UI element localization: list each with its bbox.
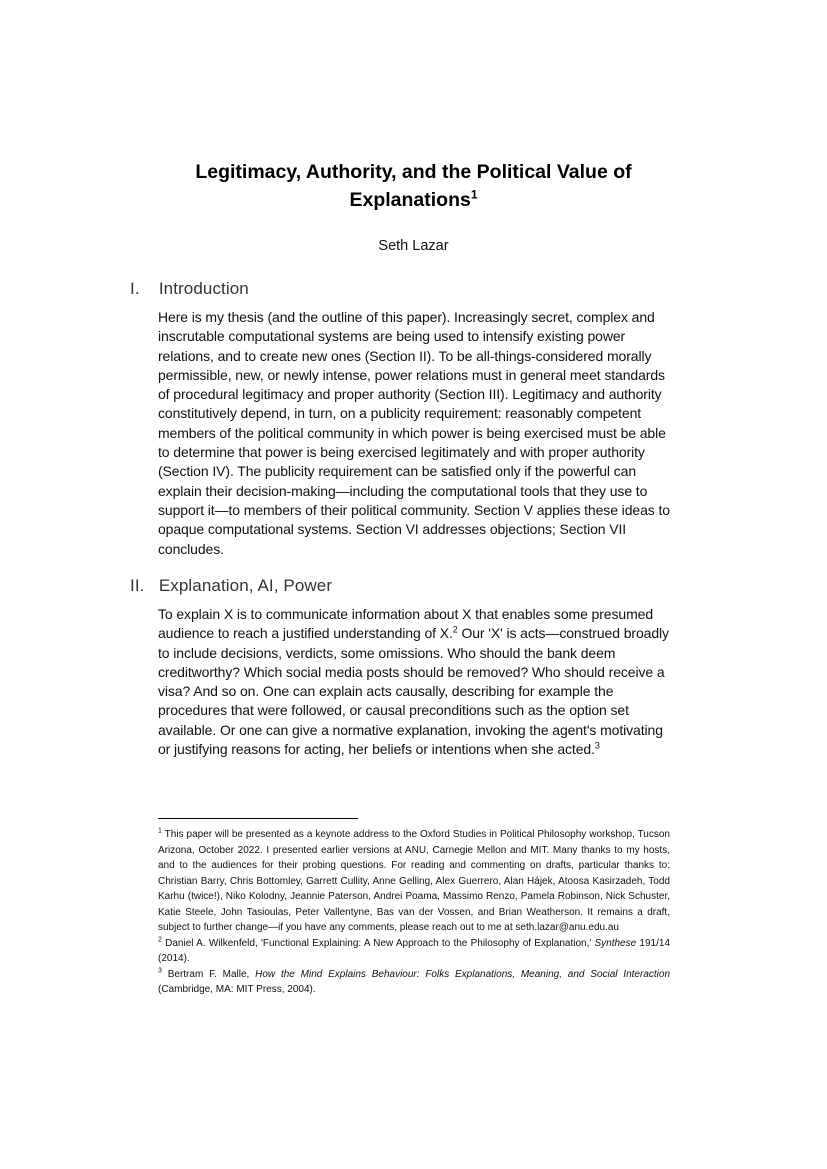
paragraph-text: Our 'X' is acts—construed broadly to include decisions, verdicts, some omissions. Who should the bank deem creditworthy? Which social media posts should be removed? Who should receive a visa? And so on. One can explain acts causally, describing for example the procedures that were followed, or causal preconditions such as the option set available. Or one can give a normative explanation, invoking the agent's motivating or justifying reasons for acting, her beliefs or intentions when she acted.	[158, 625, 669, 758]
footnote-2	[158, 936, 670, 967]
footnote-1	[158, 827, 670, 936]
footnotes	[158, 827, 670, 998]
section-number: I.	[130, 279, 140, 298]
section-title: Introduction	[158, 279, 249, 298]
footnote-text: Daniel A. Wilkenfeld, 'Functional Explaining: A New Approach to the Philosophy of Explanation,'	[165, 937, 595, 949]
footnote-marker-3[interactable]: 3	[594, 740, 600, 751]
footnote-text: This paper will be presented as a keynote address to the Oxford Studies in Political Philosophy workshop, Tucson Arizona, October 2022. I presented earlier versions at ANU, Carnegie Mellon and MIT. Many thanks to my hosts, and to the audiences for their probing questions. For reading and commenting on drafts, particular thanks to: Christian Barry, Chris Bottomley, Garrett Cullity, Anne Gelling, Alex Guerrero, Alan Hájek, Atoosa Kasirzadeh, Todd Karhu (twice!), Niko Kolodny, Jeannie Paterson, Andrei Poama, Massimo Renzo, Pamela Robinson, Nick Schuster, Katie Steele, John Tasioulas, Peter Vallentyne, Bas van der Vossen, and Brian Weatherson. It remains a draft, subject to further change—if you have any comments, please reach out to me at seth.lazar@anu.edu.au	[158, 829, 670, 933]
paragraph-text: To explain X is to communicate information about X that enables some presumed audience to reach a justified understanding of X.	[158, 606, 654, 642]
paper-title-text: Legitimacy, Authority, and the Political Value of Explanations	[195, 161, 632, 211]
footnote-text: Bertram F. Malle,	[167, 968, 256, 980]
footnote-text: (Cambridge, MA: MIT Press, 2004).	[158, 984, 316, 995]
section-number: II.	[130, 576, 145, 595]
section-paragraph-introduction: Here is my thesis (and the outline of this paper). Increasingly secret, complex and inscrutable computational systems are being used to intensify existing power relations, and to create new ones (Section II). To be all-things-considered morally permissible, new, or newly intense, power relations must in general meet standards of procedural legitimacy and proper authority (Section III). Legitimacy and authority constitutively depend, in turn, on a publicity requirement: reasonably competent members of the political community in which power is being exercised must be able to determine that power is being exercised legitimately and with proper authority (Section IV). The publicity requirement can be satisfied only if the powerful can explain their decision-making—including the computational tools that they use to support it—to members of their political community. Section V applies these ideas to opaque computational systems. Section VI addresses objections; Section VII concludes.	[158, 309, 670, 557]
section-heading-explanation	[130, 576, 332, 596]
footnote-text: 191/14 (2014).	[158, 937, 670, 964]
footnote-marker-2[interactable]: 2	[452, 624, 458, 635]
author-name: Seth Lazar	[378, 238, 449, 254]
footnote-mark: 2	[158, 936, 162, 944]
footnote-divider	[158, 818, 358, 819]
section-title: Explanation, AI, Power	[158, 576, 333, 595]
title-footnote-marker[interactable]: 1	[470, 187, 478, 202]
footnote-3	[158, 967, 670, 998]
section-heading-introduction	[130, 279, 249, 299]
paper-title	[150, 158, 677, 214]
book-title: How the Mind Explains Behaviour: Folks Explanations, Meaning, and Social Interaction	[255, 968, 671, 980]
footnote-mark: 3	[158, 967, 162, 975]
footnote-mark: 1	[158, 827, 162, 835]
section-paragraph-explanation	[158, 605, 678, 759]
journal-title: Synthese	[594, 937, 637, 949]
